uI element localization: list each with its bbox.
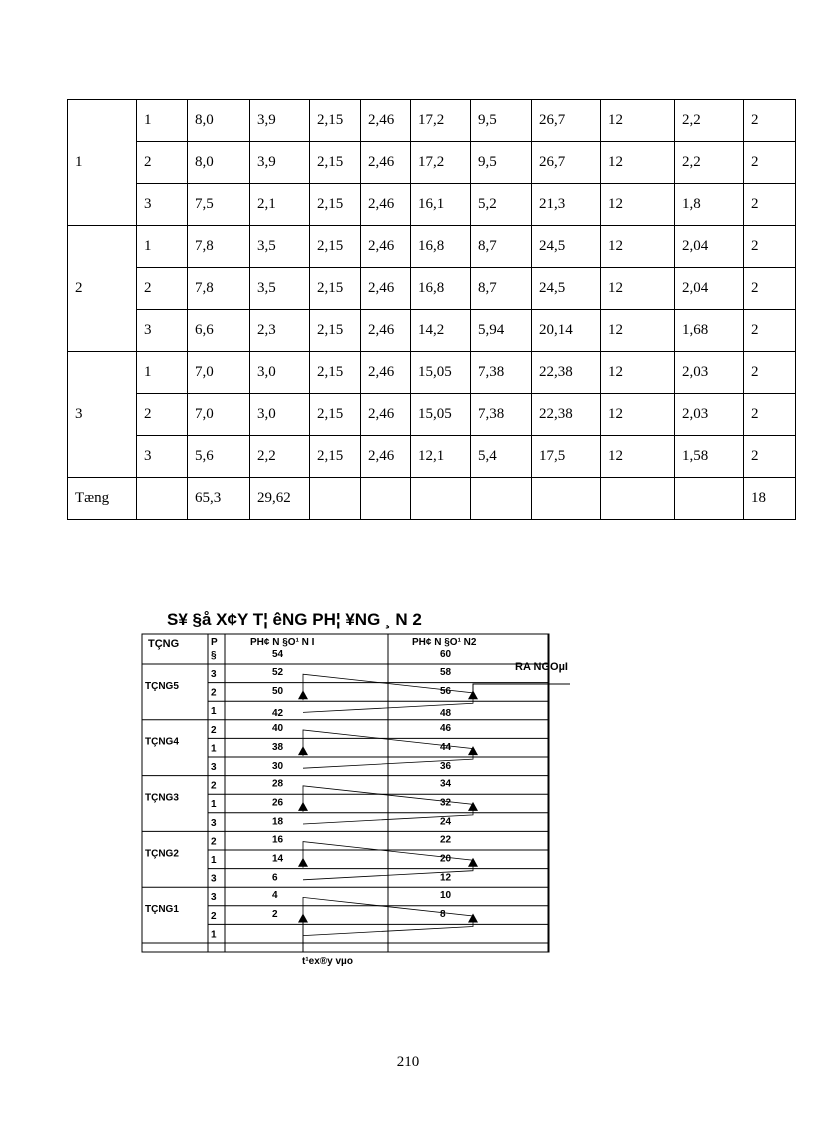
- table-cell: 17,2: [411, 142, 471, 184]
- zone2-number: 60: [440, 649, 452, 660]
- table-cell: 2: [744, 352, 796, 394]
- table-cell: 6,6: [188, 310, 250, 352]
- table-cell: 2,15: [310, 226, 361, 268]
- part-label: 2: [211, 836, 217, 848]
- table-cell: 26,7: [532, 142, 601, 184]
- zone1-number: 50: [272, 686, 284, 697]
- header-part-p: P: [211, 637, 218, 648]
- table-cell: 2,3: [250, 310, 310, 352]
- zone2-number: 34: [440, 778, 452, 790]
- table-cell: 2,46: [361, 184, 411, 226]
- flow-arrow: [468, 914, 478, 923]
- diagram-grid: [142, 664, 548, 943]
- table-cell: 2: [744, 268, 796, 310]
- zone1-number: 30: [272, 760, 284, 772]
- header-zone1: PH¢ N §O¹ N I: [250, 637, 315, 648]
- part-label: 1: [211, 855, 217, 866]
- flow-arrow: [298, 802, 308, 811]
- table-cell: 2,46: [361, 100, 411, 142]
- header-floor: TÇNG: [148, 638, 180, 650]
- total-cell: 65,3: [188, 478, 250, 520]
- table-cell: 3: [137, 184, 188, 226]
- table-cell: 9,5: [471, 142, 532, 184]
- zone2-number: 58: [440, 667, 452, 678]
- table-cell: 1: [137, 100, 188, 142]
- zone1-number: 54: [272, 649, 284, 660]
- table-cell: 2,46: [361, 142, 411, 184]
- flow-arrow: [468, 858, 478, 867]
- flow-arrow: [298, 690, 308, 699]
- table-cell: 2: [744, 142, 796, 184]
- start-label: t¹ex®y vµo: [302, 956, 353, 967]
- zone2-number: 32: [440, 797, 452, 809]
- table-cell: 2: [744, 310, 796, 352]
- zone2-number: 20: [440, 853, 452, 865]
- total-cell: [532, 478, 601, 520]
- part-label: 2: [211, 780, 217, 792]
- table-row: [68, 226, 796, 268]
- part-label: 2: [211, 724, 217, 736]
- total-cell: 18: [744, 478, 796, 520]
- zone1-number: 2: [272, 909, 278, 921]
- table-cell: 12,1: [411, 436, 471, 478]
- table-cell: 12: [601, 352, 675, 394]
- zone1-number: 4: [272, 890, 278, 902]
- table-cell: 16,8: [411, 268, 471, 310]
- table-cell: 2: [744, 100, 796, 142]
- table-cell: 3,5: [250, 226, 310, 268]
- table-cell: 2: [744, 436, 796, 478]
- zone1-number: 38: [272, 741, 284, 753]
- table-cell: 3,5: [250, 268, 310, 310]
- part-label: 1: [211, 743, 217, 755]
- table-cell: 2,46: [361, 310, 411, 352]
- table-row: [68, 352, 796, 394]
- table-cell: 2,2: [675, 100, 744, 142]
- header-part-section: §: [211, 650, 217, 661]
- table-cell: 7,38: [471, 394, 532, 436]
- table-cell: 2,1: [250, 184, 310, 226]
- zone1-number: 16: [272, 834, 284, 846]
- table-cell: 17,2: [411, 100, 471, 142]
- floor-label: TÇNG3: [145, 792, 179, 804]
- total-cell: [361, 478, 411, 520]
- total-cell: [471, 478, 532, 520]
- total-cell: Tæng: [68, 478, 137, 520]
- table-cell: 2: [137, 268, 188, 310]
- table-cell: 12: [601, 142, 675, 184]
- table-cell: 7,5: [188, 184, 250, 226]
- table-cell: 2,15: [310, 268, 361, 310]
- table-cell: 3,0: [250, 394, 310, 436]
- table-cell: 7,8: [188, 226, 250, 268]
- table-cell: 7,0: [188, 394, 250, 436]
- data-table: [67, 99, 796, 520]
- table-cell: 12: [601, 436, 675, 478]
- zone1-number: 42: [272, 708, 284, 719]
- table-cell: 2: [744, 184, 796, 226]
- total-cell: [601, 478, 675, 520]
- total-cell: [310, 478, 361, 520]
- table-cell: 2,15: [310, 394, 361, 436]
- total-cell: 29,62: [250, 478, 310, 520]
- table-cell: 20,14: [532, 310, 601, 352]
- table-cell: 2,46: [361, 352, 411, 394]
- table-cell: 21,3: [532, 184, 601, 226]
- table-cell: 12: [601, 100, 675, 142]
- zone2-number: 24: [440, 816, 452, 828]
- table-cell: 5,4: [471, 436, 532, 478]
- table-cell: 3,9: [250, 100, 310, 142]
- table-cell: 8,7: [471, 268, 532, 310]
- table-cell: 12: [601, 184, 675, 226]
- table-cell: 2,2: [250, 436, 310, 478]
- table-cell: 2,46: [361, 268, 411, 310]
- table-cell: 2,15: [310, 100, 361, 142]
- table-cell: 12: [601, 268, 675, 310]
- table-cell: 22,38: [532, 394, 601, 436]
- table-cell: 3,0: [250, 352, 310, 394]
- table-row: [68, 436, 796, 478]
- total-cell: [675, 478, 744, 520]
- flow-arrow: [468, 746, 478, 755]
- diagram-title: S¥ §å X¢Y T¦ êNG PH¦ ¥NG ¸ N 2: [167, 610, 422, 629]
- table-cell: 2,15: [310, 352, 361, 394]
- zone2-number: 48: [440, 708, 452, 719]
- zone1-number: 28: [272, 778, 284, 790]
- table-cell: 2,04: [675, 268, 744, 310]
- zone1-number: 40: [272, 722, 284, 734]
- table-body: [68, 100, 796, 520]
- floor-label: TÇNG5: [145, 680, 179, 692]
- part-label: 3: [211, 762, 217, 773]
- table-cell: 2,46: [361, 226, 411, 268]
- part-label: 1: [211, 706, 217, 718]
- table-cell: 2,46: [361, 436, 411, 478]
- table-cell: 2,15: [310, 436, 361, 478]
- table-cell: 2,46: [361, 394, 411, 436]
- zone1-number: 52: [272, 667, 284, 678]
- zone2-number: 56: [440, 686, 452, 697]
- table-cell: 2,03: [675, 352, 744, 394]
- table-row: [68, 142, 796, 184]
- part-label: 1: [211, 799, 217, 811]
- construction-flow-diagram: [140, 600, 570, 970]
- part-label: 3: [211, 892, 217, 904]
- zone2-number: 10: [440, 890, 452, 902]
- table-cell: 24,5: [532, 268, 601, 310]
- table-cell: 1: [137, 352, 188, 394]
- zone2-number: 36: [440, 760, 452, 772]
- table-cell: 8,0: [188, 100, 250, 142]
- flow-arrow: [298, 858, 308, 867]
- table-cell: 1,8: [675, 184, 744, 226]
- exit-label: RA NGOµI: [515, 661, 568, 673]
- table-cell: 17,5: [532, 436, 601, 478]
- table-cell: 1,58: [675, 436, 744, 478]
- header-zone2: PH¢ N §O¹ N2: [412, 637, 477, 648]
- part-label: 2: [211, 687, 217, 699]
- table-cell: 8,7: [471, 226, 532, 268]
- zone-numbers: [272, 649, 452, 920]
- table-cell: 7,8: [188, 268, 250, 310]
- total-cell: [411, 478, 471, 520]
- floor-label: TÇNG4: [145, 736, 179, 748]
- total-row: [68, 478, 796, 520]
- table-cell: 3: [137, 310, 188, 352]
- table-cell: 7,38: [471, 352, 532, 394]
- table-row: [68, 268, 796, 310]
- table-cell: 8,0: [188, 142, 250, 184]
- table-cell: 2,2: [675, 142, 744, 184]
- table-cell: 2,15: [310, 310, 361, 352]
- table-cell: 16,1: [411, 184, 471, 226]
- table-cell: 26,7: [532, 100, 601, 142]
- table-cell: 1: [137, 226, 188, 268]
- page-number: 210: [396, 1054, 420, 1070]
- zone2-number: 12: [440, 872, 452, 884]
- floor-label: TÇNG1: [145, 904, 179, 916]
- table-cell: 24,5: [532, 226, 601, 268]
- table-cell: 12: [601, 394, 675, 436]
- flow-arrow: [468, 802, 478, 811]
- table-cell: 2,03: [675, 394, 744, 436]
- table-cell: 2: [137, 142, 188, 184]
- total-cell: [137, 478, 188, 520]
- group-label-cell: 2: [68, 226, 137, 352]
- zone1-number: 6: [272, 872, 278, 884]
- exit-line: [473, 684, 570, 694]
- part-label: 2: [211, 910, 217, 922]
- group-label-cell: 3: [68, 352, 137, 478]
- table-row: [68, 100, 796, 142]
- floor-labels: [145, 669, 217, 940]
- zone2-number: 22: [440, 834, 452, 846]
- table-row: [68, 394, 796, 436]
- zone1-number: 18: [272, 816, 284, 828]
- part-label: 3: [211, 817, 217, 829]
- table-cell: 2,04: [675, 226, 744, 268]
- table-cell: 15,05: [411, 352, 471, 394]
- table-row: [68, 310, 796, 352]
- table-cell: 22,38: [532, 352, 601, 394]
- table-cell: 3: [137, 436, 188, 478]
- table-cell: 9,5: [471, 100, 532, 142]
- zone2-number: 44: [440, 741, 452, 753]
- table-cell: 2,15: [310, 184, 361, 226]
- table-cell: 5,2: [471, 184, 532, 226]
- table-cell: 1,68: [675, 310, 744, 352]
- zone1-number: 26: [272, 797, 284, 809]
- table-cell: 12: [601, 226, 675, 268]
- table-cell: 2: [744, 226, 796, 268]
- table-cell: 2: [137, 394, 188, 436]
- table-cell: 15,05: [411, 394, 471, 436]
- table-cell: 7,0: [188, 352, 250, 394]
- table-cell: 5,6: [188, 436, 250, 478]
- zone2-number: 46: [440, 722, 452, 734]
- zone2-number: 8: [440, 909, 446, 921]
- table-cell: 3,9: [250, 142, 310, 184]
- part-label: 3: [211, 873, 217, 885]
- part-label: 1: [211, 929, 217, 941]
- group-label-cell: 1: [68, 100, 137, 226]
- table-row: [68, 184, 796, 226]
- table-cell: 12: [601, 310, 675, 352]
- diagram-frame: [142, 634, 549, 952]
- part-label: 3: [211, 669, 217, 680]
- table-cell: 14,2: [411, 310, 471, 352]
- zone1-number: 14: [272, 853, 284, 865]
- table-cell: 2,15: [310, 142, 361, 184]
- table-cell: 16,8: [411, 226, 471, 268]
- table-cell: 5,94: [471, 310, 532, 352]
- floor-label: TÇNG2: [145, 848, 179, 860]
- flow-arrow: [298, 746, 308, 755]
- table-cell: 2: [744, 394, 796, 436]
